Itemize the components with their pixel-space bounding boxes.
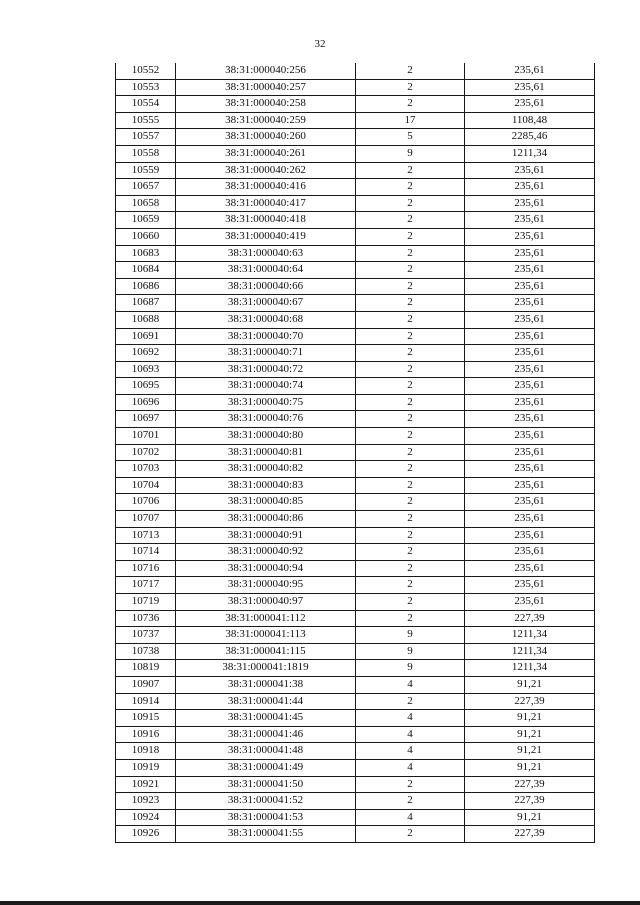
value-cell: 235,61 [465, 245, 595, 262]
row-number-cell: 10697 [116, 411, 176, 428]
row-number-cell: 10914 [116, 693, 176, 710]
cadastral-number-cell: 38:31:000040:258 [176, 96, 356, 113]
cadastral-number-cell: 38:31:000041:55 [176, 826, 356, 843]
cadastral-number-cell: 38:31:000040:418 [176, 212, 356, 229]
data-table [115, 63, 595, 843]
table-row [116, 511, 595, 528]
quantity-cell: 4 [356, 743, 465, 760]
quantity-cell: 2 [356, 79, 465, 96]
table-row [116, 361, 595, 378]
table-row [116, 627, 595, 644]
value-cell: 235,61 [465, 179, 595, 196]
table-body [116, 63, 595, 842]
table-row [116, 776, 595, 793]
value-cell: 235,61 [465, 361, 595, 378]
row-number-cell: 10714 [116, 544, 176, 561]
table-row [116, 112, 595, 129]
table-row [116, 809, 595, 826]
cadastral-number-cell: 38:31:000040:68 [176, 311, 356, 328]
table-row [116, 212, 595, 229]
table-row [116, 643, 595, 660]
cadastral-number-cell: 38:31:000040:95 [176, 577, 356, 594]
cadastral-number-cell: 38:31:000041:115 [176, 643, 356, 660]
row-number-cell: 10660 [116, 228, 176, 245]
row-number-cell: 10907 [116, 676, 176, 693]
cadastral-number-cell: 38:31:000040:66 [176, 278, 356, 295]
row-number-cell: 10657 [116, 179, 176, 196]
cadastral-number-cell: 38:31:000040:256 [176, 63, 356, 79]
value-cell: 227,39 [465, 826, 595, 843]
quantity-cell: 2 [356, 311, 465, 328]
table-row [116, 494, 595, 511]
row-number-cell: 10554 [116, 96, 176, 113]
value-cell: 235,61 [465, 195, 595, 212]
value-cell: 235,61 [465, 511, 595, 528]
table-row [116, 444, 595, 461]
quantity-cell: 9 [356, 643, 465, 660]
cadastral-number-cell: 38:31:000040:260 [176, 129, 356, 146]
quantity-cell: 2 [356, 776, 465, 793]
row-number-cell: 10659 [116, 212, 176, 229]
cadastral-number-cell: 38:31:000041:49 [176, 759, 356, 776]
value-cell: 235,61 [465, 594, 595, 611]
row-number-cell: 10692 [116, 345, 176, 362]
table-row [116, 411, 595, 428]
value-cell: 235,61 [465, 345, 595, 362]
row-number-cell: 10688 [116, 311, 176, 328]
value-cell: 235,61 [465, 295, 595, 312]
data-table-container [115, 63, 595, 843]
value-cell: 235,61 [465, 461, 595, 478]
quantity-cell: 4 [356, 809, 465, 826]
row-number-cell: 10559 [116, 162, 176, 179]
cadastral-number-cell: 38:31:000040:86 [176, 511, 356, 528]
cadastral-number-cell: 38:31:000040:64 [176, 262, 356, 279]
value-cell: 235,61 [465, 428, 595, 445]
value-cell: 91,21 [465, 743, 595, 760]
table-row [116, 527, 595, 544]
value-cell: 1211,34 [465, 660, 595, 677]
table-row [116, 179, 595, 196]
row-number-cell: 10558 [116, 145, 176, 162]
table-row [116, 477, 595, 494]
quantity-cell: 2 [356, 195, 465, 212]
table-row [116, 394, 595, 411]
row-number-cell: 10918 [116, 743, 176, 760]
value-cell: 235,61 [465, 544, 595, 561]
quantity-cell: 4 [356, 726, 465, 743]
value-cell: 91,21 [465, 726, 595, 743]
quantity-cell: 4 [356, 710, 465, 727]
table-row [116, 63, 595, 79]
quantity-cell: 9 [356, 660, 465, 677]
quantity-cell: 2 [356, 511, 465, 528]
row-number-cell: 10555 [116, 112, 176, 129]
value-cell: 235,61 [465, 477, 595, 494]
table-row [116, 378, 595, 395]
quantity-cell: 2 [356, 461, 465, 478]
cadastral-number-cell: 38:31:000040:257 [176, 79, 356, 96]
row-number-cell: 10915 [116, 710, 176, 727]
value-cell: 235,61 [465, 63, 595, 79]
quantity-cell: 2 [356, 262, 465, 279]
value-cell: 235,61 [465, 311, 595, 328]
value-cell: 235,61 [465, 527, 595, 544]
table-row [116, 195, 595, 212]
quantity-cell: 2 [356, 212, 465, 229]
quantity-cell: 2 [356, 228, 465, 245]
row-number-cell: 10919 [116, 759, 176, 776]
cadastral-number-cell: 38:31:000040:72 [176, 361, 356, 378]
cadastral-number-cell: 38:31:000040:97 [176, 594, 356, 611]
table-row [116, 311, 595, 328]
quantity-cell: 2 [356, 560, 465, 577]
quantity-cell: 2 [356, 179, 465, 196]
row-number-cell: 10916 [116, 726, 176, 743]
value-cell: 235,61 [465, 494, 595, 511]
quantity-cell: 2 [356, 162, 465, 179]
table-row [116, 245, 595, 262]
quantity-cell: 2 [356, 428, 465, 445]
cadastral-number-cell: 38:31:000040:70 [176, 328, 356, 345]
value-cell: 227,39 [465, 610, 595, 627]
row-number-cell: 10701 [116, 428, 176, 445]
value-cell: 235,61 [465, 212, 595, 229]
quantity-cell: 2 [356, 826, 465, 843]
cadastral-number-cell: 38:31:000040:419 [176, 228, 356, 245]
cadastral-number-cell: 38:31:000040:94 [176, 560, 356, 577]
quantity-cell: 4 [356, 759, 465, 776]
row-number-cell: 10695 [116, 378, 176, 395]
value-cell: 235,61 [465, 378, 595, 395]
quantity-cell: 2 [356, 527, 465, 544]
table-row [116, 345, 595, 362]
quantity-cell: 2 [356, 278, 465, 295]
table-row [116, 162, 595, 179]
quantity-cell: 17 [356, 112, 465, 129]
value-cell: 2285,46 [465, 129, 595, 146]
value-cell: 235,61 [465, 278, 595, 295]
table-row [116, 759, 595, 776]
row-number-cell: 10704 [116, 477, 176, 494]
row-number-cell: 10924 [116, 809, 176, 826]
quantity-cell: 2 [356, 477, 465, 494]
value-cell: 227,39 [465, 793, 595, 810]
cadastral-number-cell: 38:31:000040:85 [176, 494, 356, 511]
cadastral-number-cell: 38:31:000041:52 [176, 793, 356, 810]
cadastral-number-cell: 38:31:000040:417 [176, 195, 356, 212]
value-cell: 227,39 [465, 776, 595, 793]
table-row [116, 726, 595, 743]
page-number: 32 [314, 38, 326, 50]
row-number-cell: 10736 [116, 610, 176, 627]
cadastral-number-cell: 38:31:000040:81 [176, 444, 356, 461]
quantity-cell: 2 [356, 245, 465, 262]
quantity-cell: 2 [356, 793, 465, 810]
cadastral-number-cell: 38:31:000041:112 [176, 610, 356, 627]
value-cell: 91,21 [465, 759, 595, 776]
cadastral-number-cell: 38:31:000040:63 [176, 245, 356, 262]
cadastral-number-cell: 38:31:000040:74 [176, 378, 356, 395]
row-number-cell: 10738 [116, 643, 176, 660]
quantity-cell: 9 [356, 145, 465, 162]
quantity-cell: 2 [356, 96, 465, 113]
value-cell: 235,61 [465, 79, 595, 96]
table-row [116, 560, 595, 577]
table-row [116, 262, 595, 279]
quantity-cell: 2 [356, 577, 465, 594]
cadastral-number-cell: 38:31:000040:76 [176, 411, 356, 428]
cadastral-number-cell: 38:31:000040:261 [176, 145, 356, 162]
value-cell: 235,61 [465, 394, 595, 411]
row-number-cell: 10687 [116, 295, 176, 312]
row-number-cell: 10557 [116, 129, 176, 146]
table-row [116, 428, 595, 445]
table-row [116, 610, 595, 627]
value-cell: 1211,34 [465, 627, 595, 644]
quantity-cell: 5 [356, 129, 465, 146]
row-number-cell: 10921 [116, 776, 176, 793]
table-row [116, 129, 595, 146]
quantity-cell: 2 [356, 345, 465, 362]
value-cell: 235,61 [465, 228, 595, 245]
table-row [116, 79, 595, 96]
table-row [116, 577, 595, 594]
quantity-cell: 2 [356, 610, 465, 627]
cadastral-number-cell: 38:31:000041:53 [176, 809, 356, 826]
cadastral-number-cell: 38:31:000040:416 [176, 179, 356, 196]
value-cell: 1211,34 [465, 643, 595, 660]
cadastral-number-cell: 38:31:000041:50 [176, 776, 356, 793]
table-row [116, 693, 595, 710]
cadastral-number-cell: 38:31:000040:80 [176, 428, 356, 445]
row-number-cell: 10702 [116, 444, 176, 461]
value-cell: 235,61 [465, 262, 595, 279]
row-number-cell: 10693 [116, 361, 176, 378]
row-number-cell: 10696 [116, 394, 176, 411]
quantity-cell: 4 [356, 676, 465, 693]
cadastral-number-cell: 38:31:000041:1819 [176, 660, 356, 677]
scan-bottom-edge [0, 901, 640, 905]
value-cell: 91,21 [465, 676, 595, 693]
quantity-cell: 9 [356, 627, 465, 644]
quantity-cell: 2 [356, 328, 465, 345]
row-number-cell: 10713 [116, 527, 176, 544]
table-row [116, 594, 595, 611]
row-number-cell: 10553 [116, 79, 176, 96]
quantity-cell: 2 [356, 411, 465, 428]
cadastral-number-cell: 38:31:000041:48 [176, 743, 356, 760]
table-row [116, 145, 595, 162]
value-cell: 91,21 [465, 809, 595, 826]
row-number-cell: 10923 [116, 793, 176, 810]
quantity-cell: 2 [356, 594, 465, 611]
row-number-cell: 10819 [116, 660, 176, 677]
table-row [116, 544, 595, 561]
value-cell: 1108,48 [465, 112, 595, 129]
cadastral-number-cell: 38:31:000041:46 [176, 726, 356, 743]
cadastral-number-cell: 38:31:000040:91 [176, 527, 356, 544]
quantity-cell: 2 [356, 693, 465, 710]
value-cell: 235,61 [465, 560, 595, 577]
row-number-cell: 10683 [116, 245, 176, 262]
table-row [116, 295, 595, 312]
row-number-cell: 10707 [116, 511, 176, 528]
row-number-cell: 10926 [116, 826, 176, 843]
row-number-cell: 10703 [116, 461, 176, 478]
row-number-cell: 10691 [116, 328, 176, 345]
cadastral-number-cell: 38:31:000040:67 [176, 295, 356, 312]
table-row [116, 676, 595, 693]
row-number-cell: 10658 [116, 195, 176, 212]
quantity-cell: 2 [356, 394, 465, 411]
value-cell: 235,61 [465, 328, 595, 345]
row-number-cell: 10717 [116, 577, 176, 594]
table-row [116, 96, 595, 113]
value-cell: 91,21 [465, 710, 595, 727]
quantity-cell: 2 [356, 378, 465, 395]
quantity-cell: 2 [356, 63, 465, 79]
value-cell: 235,61 [465, 411, 595, 428]
row-number-cell: 10686 [116, 278, 176, 295]
row-number-cell: 10706 [116, 494, 176, 511]
quantity-cell: 2 [356, 544, 465, 561]
row-number-cell: 10684 [116, 262, 176, 279]
table-row [116, 228, 595, 245]
cadastral-number-cell: 38:31:000040:92 [176, 544, 356, 561]
table-row [116, 793, 595, 810]
value-cell: 235,61 [465, 162, 595, 179]
quantity-cell: 2 [356, 494, 465, 511]
quantity-cell: 2 [356, 295, 465, 312]
cadastral-number-cell: 38:31:000041:38 [176, 676, 356, 693]
cadastral-number-cell: 38:31:000041:113 [176, 627, 356, 644]
table-row [116, 328, 595, 345]
cadastral-number-cell: 38:31:000040:82 [176, 461, 356, 478]
quantity-cell: 2 [356, 361, 465, 378]
row-number-cell: 10737 [116, 627, 176, 644]
value-cell: 235,61 [465, 96, 595, 113]
cadastral-number-cell: 38:31:000041:45 [176, 710, 356, 727]
cadastral-number-cell: 38:31:000040:71 [176, 345, 356, 362]
value-cell: 227,39 [465, 693, 595, 710]
value-cell: 235,61 [465, 444, 595, 461]
table-row [116, 743, 595, 760]
cadastral-number-cell: 38:31:000040:75 [176, 394, 356, 411]
value-cell: 1211,34 [465, 145, 595, 162]
row-number-cell: 10552 [116, 63, 176, 79]
table-row [116, 461, 595, 478]
quantity-cell: 2 [356, 444, 465, 461]
row-number-cell: 10719 [116, 594, 176, 611]
cadastral-number-cell: 38:31:000040:259 [176, 112, 356, 129]
cadastral-number-cell: 38:31:000040:83 [176, 477, 356, 494]
table-row [116, 826, 595, 843]
table-row [116, 278, 595, 295]
cadastral-number-cell: 38:31:000041:44 [176, 693, 356, 710]
table-row [116, 660, 595, 677]
value-cell: 235,61 [465, 577, 595, 594]
table-row [116, 710, 595, 727]
row-number-cell: 10716 [116, 560, 176, 577]
cadastral-number-cell: 38:31:000040:262 [176, 162, 356, 179]
